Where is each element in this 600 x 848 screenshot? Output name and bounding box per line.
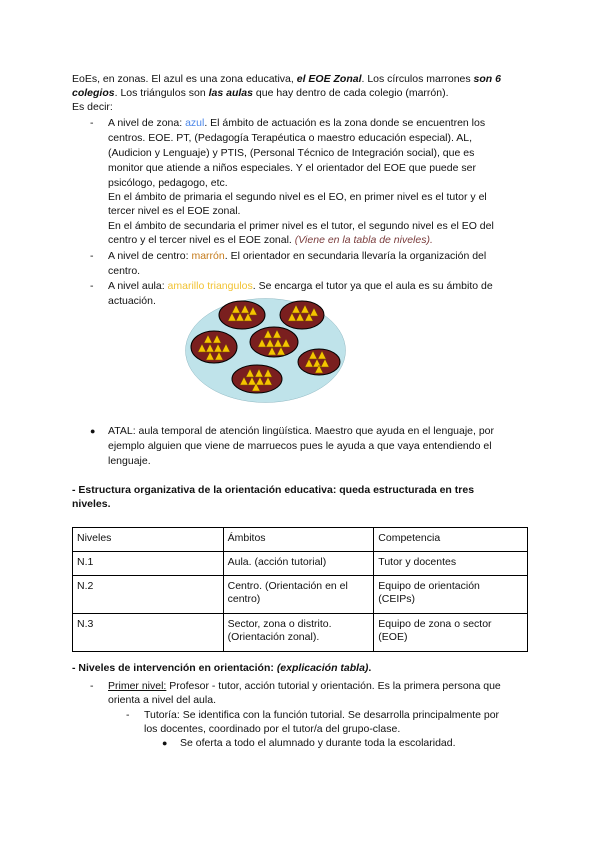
aula-line-1 (108, 280, 493, 293)
table-header: Competencia (374, 528, 528, 552)
dash-marker: - (90, 280, 94, 292)
table-cell: Aula. (acción tutorial) (223, 552, 374, 576)
text: A nivel de centro: (108, 250, 192, 262)
atal-line-3: lenguaje. (108, 455, 151, 467)
tutoria-line-2: los docentes, coordinado por el tutor/a del grupo-clase. (144, 723, 401, 735)
zona-line-7: tercer nivel es el EOE zonal. (108, 205, 241, 217)
text-underlined: Primer nivel: (108, 680, 167, 692)
table-row (73, 614, 528, 652)
table-cell: N.3 (73, 614, 224, 652)
text: . El ámbito de actuación es la zona donde se encuentren los (204, 117, 486, 129)
intro-line-1 (72, 73, 501, 86)
text: A nivel aula: (108, 280, 168, 292)
color-word-yellow: amarillo triangulos (167, 280, 253, 292)
table-cell: N.1 (73, 552, 224, 576)
cell-line: Equipo de orientación (378, 580, 480, 592)
table-cell (374, 576, 528, 614)
atal-line-2: ejemplo alguien que viene de marruecos pues le ayuda a que vaya entendiendo el (108, 440, 492, 452)
text: . Los triángulos son (114, 87, 209, 99)
bullet-dot: ● (90, 426, 96, 436)
text: que hay dentro de cada colegio (marrón). (252, 87, 449, 99)
cell-line: centro) (227, 593, 261, 605)
color-word-blue: azul (185, 117, 205, 129)
zona-line-9 (108, 234, 433, 247)
cell-line: Equipo de zona o sector (378, 618, 492, 630)
centro-line-2: centro. (108, 265, 141, 277)
dash-marker: - (90, 117, 94, 129)
es-decir: Es decir: (72, 101, 113, 113)
school-6 (232, 365, 282, 393)
table-header-row (73, 528, 528, 552)
text: EoEs, en zonas. El azul es una zona educativa, (72, 73, 297, 85)
table-cell: N.2 (73, 576, 224, 614)
text-italic: (Viene en la tabla de niveles). (294, 234, 433, 246)
color-word-brown: marrón (191, 250, 225, 262)
primer-nivel-line-2: orienta a nivel del aula. (108, 694, 216, 706)
dash-marker: - (90, 250, 94, 262)
text: . (368, 662, 372, 674)
dash-marker: - (90, 680, 94, 692)
centro-line-1 (108, 250, 486, 263)
text: A nivel de zona: (108, 117, 186, 129)
text-emphasis: el EOE Zonal (296, 73, 362, 85)
zona-line-2: centros. EOE. PT, (Pedagogía Terapéutica o maestro educación especial). AL, (108, 132, 473, 144)
zones-illustration (184, 297, 347, 404)
zones-illustration-svg (184, 297, 347, 404)
text: . Los círculos marrones (361, 73, 474, 85)
table-row (73, 552, 528, 576)
zona-line-6: En el ámbito de primaria el segundo nivel es el EO, en primer nivel es el tutor y el (108, 191, 487, 203)
cell-line: (Orientación zonal). (227, 631, 320, 643)
zona-line-1 (108, 117, 485, 130)
cell-line: Centro. (Orientación en el (227, 580, 348, 592)
text-italic: (explicación tabla) (276, 662, 369, 674)
zona-line-3: (Audicion y Lenguaje) y PTIS, (Personal Técnico de Integración social), que es (108, 147, 475, 159)
aula-line-2: actuación. (108, 295, 156, 307)
table-cell (374, 614, 528, 652)
text-emphasis: colegios (72, 87, 115, 99)
table-cell (223, 576, 374, 614)
niveles-table (72, 527, 528, 652)
table-cell (223, 614, 374, 652)
text: . El orientador en secundaria llevaría la organización del (224, 250, 487, 262)
estructura-heading-2: niveles. (72, 498, 111, 510)
tutoria-line-1: Tutoría: Se identifica con la función tutorial. Se desarrolla principalmente por (144, 709, 500, 721)
table-header: Niveles (73, 528, 224, 552)
zona-line-4: monitor que atiende a niños especiales. Y el orientador del EOE que puede ser (108, 162, 476, 174)
primer-nivel-line-1 (108, 680, 501, 693)
text-emphasis: las aulas (208, 87, 253, 99)
text-emphasis: son 6 (473, 73, 501, 85)
text: . Se encarga el tutor ya que el aula es su ámbito de (252, 280, 493, 292)
cell-line: Sector, zona o distrito. (227, 618, 332, 630)
school-5 (298, 349, 340, 375)
cell-line: (EOE) (378, 631, 408, 643)
bullet-dot: ● (162, 738, 168, 748)
niveles-intervencion-heading (72, 662, 371, 675)
cell-line: (CEIPs) (378, 593, 416, 605)
zona-line-5: psicólogo, pedagogo, etc. (108, 177, 228, 189)
school-3 (191, 331, 237, 363)
zona-line-8: En el ámbito de secundaria el primer nivel es el tutor, el segundo nivel es el EO del (108, 220, 494, 232)
text: Profesor - tutor, acción tutorial y orientación. Es la primera persona que (166, 680, 501, 692)
table-row (73, 576, 528, 614)
text: centro y el tercer nivel es el EOE zonal. (108, 234, 295, 246)
table-cell: Tutor y docentes (374, 552, 528, 576)
dash-marker: - (126, 709, 130, 721)
text: - Niveles de intervención en orientación: (72, 662, 277, 674)
school-4 (250, 327, 298, 357)
table-header: Ámbitos (223, 528, 374, 552)
atal-line-1: ATAL: aula temporal de atención lingüística. Maestro que ayuda en el lenguaje, por (108, 425, 495, 437)
oferta-line: Se oferta a todo el alumnado y durante toda la escolaridad. (180, 737, 456, 749)
estructura-heading-1: - Estructura organizativa de la orientación educativa: queda estructurada en tres (72, 484, 475, 496)
intro-line-2 (72, 87, 449, 100)
school-1 (219, 301, 265, 329)
school-2 (280, 301, 324, 329)
